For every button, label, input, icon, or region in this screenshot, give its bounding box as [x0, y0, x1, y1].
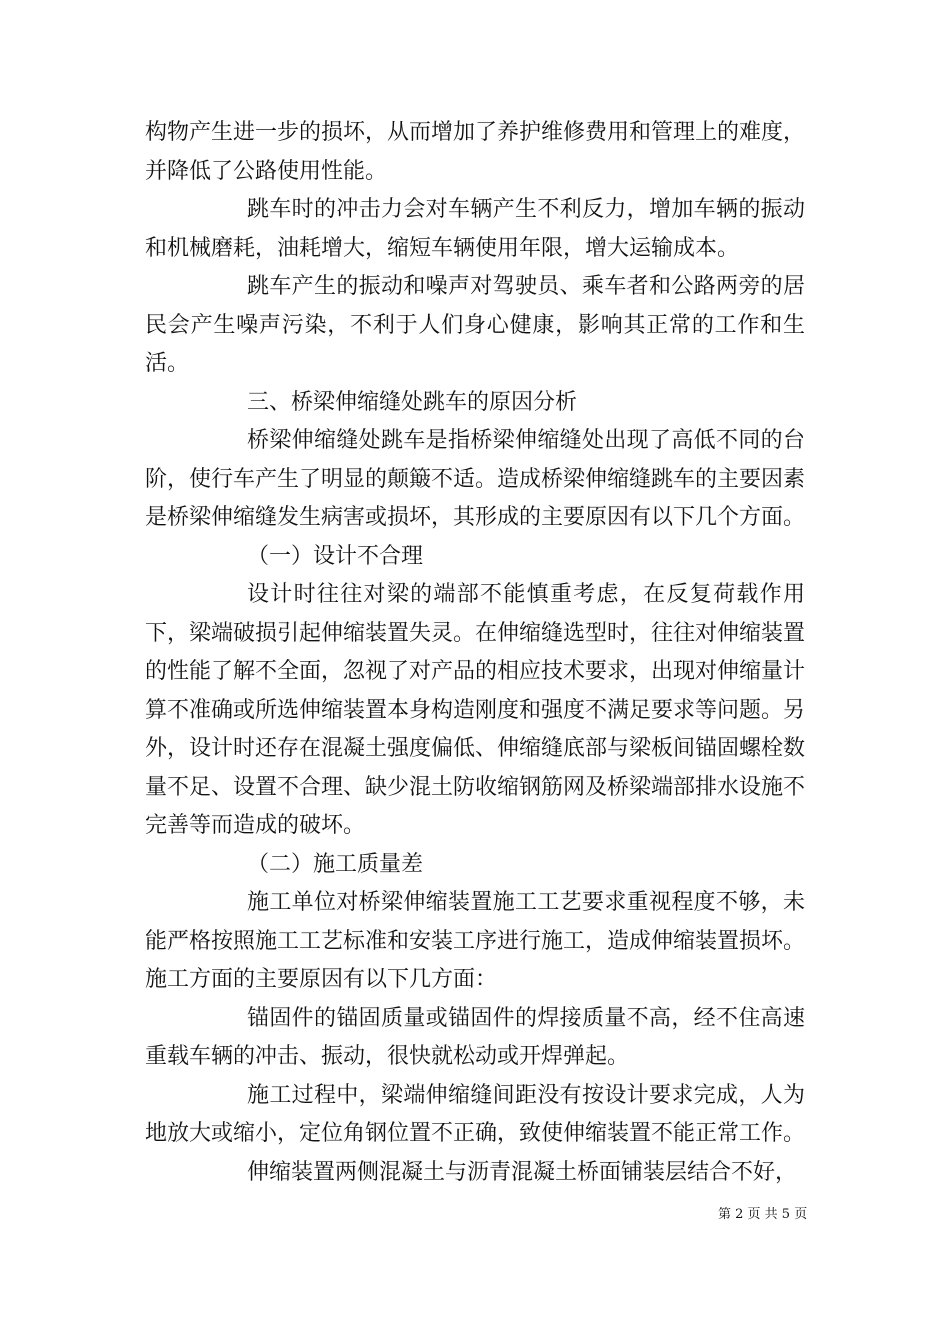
body-paragraph: 跳车时的冲击力会对车辆产生不利反力，增加车辆的振动和机械磨耗，油耗增大，缩短车辆使用年限，增大运输成本。: [145, 197, 805, 261]
document-body: [145, 114, 805, 1192]
body-paragraph: 施工过程中，梁端伸缩缝间距没有按设计要求完成，人为地放大或缩小，定位角钢位置不正确，致使伸缩装置不能正常工作。: [145, 1082, 806, 1146]
body-paragraph: 锚固件的锚固质量或锚固件的焊接质量不高，经不住高速重载车辆的冲击、振动，很快就松动或开焊弹起。: [145, 1005, 805, 1069]
subsection-heading: （一）设计不合理: [247, 543, 424, 569]
body-paragraph: 伸缩装置两侧混凝土与沥青混凝土桥面铺装层结合不好，: [247, 1159, 798, 1185]
body-paragraph: 施工单位对桥梁伸缩装置施工工艺要求重视程度不够，未能严格按照施工工艺标准和安装工序进行施工，造成伸缩装置损坏。施工方面的主要原因有以下几方面：: [145, 890, 806, 992]
body-paragraph: 跳车产生的振动和噪声对驾驶员、乘车者和公路两旁的居民会产生噪声污染，不利于人们身心健康，影响其正常的工作和生活。: [145, 274, 805, 376]
body-paragraph: 设计时往往对梁的端部不能慎重考虑，在反复荷载作用下，梁端破损引起伸缩装置失灵。在伸缩缝选型时，往往对伸缩装置的性能了解不全面，忽视了对产品的相应技术要求，出现对伸缩量计算不准确或所选伸缩装置本身构造刚度和强度不满足要求等问题。另外，设计时还存在混凝土强度偏低、伸缩缝底部与梁板间锚固螺栓数量不足、设置不合理、缺少混土防收缩钢筋网及桥梁端部排水设施不完善等而造成的破坏。: [145, 582, 806, 838]
body-paragraph: 桥梁伸缩缝处跳车是指桥梁伸缩缝处出现了高低不同的台阶，使行车产生了明显的颠簸不适。造成桥梁伸缩缝跳车的主要因素是桥梁伸缩缝发生病害或损坏，其形成的主要原因有以下几个方面。: [145, 428, 806, 530]
page-number-footer: 第 2 页 共 5 页: [718, 1207, 808, 1222]
subsection-heading: （二）施工质量差: [247, 851, 424, 877]
body-paragraph: 构物产生进一步的损坏，从而增加了养护维修费用和管理上的难度，并降低了公路使用性能。: [145, 120, 806, 184]
section-heading: 三、桥梁伸缩缝处跳车的原因分析: [247, 389, 578, 415]
